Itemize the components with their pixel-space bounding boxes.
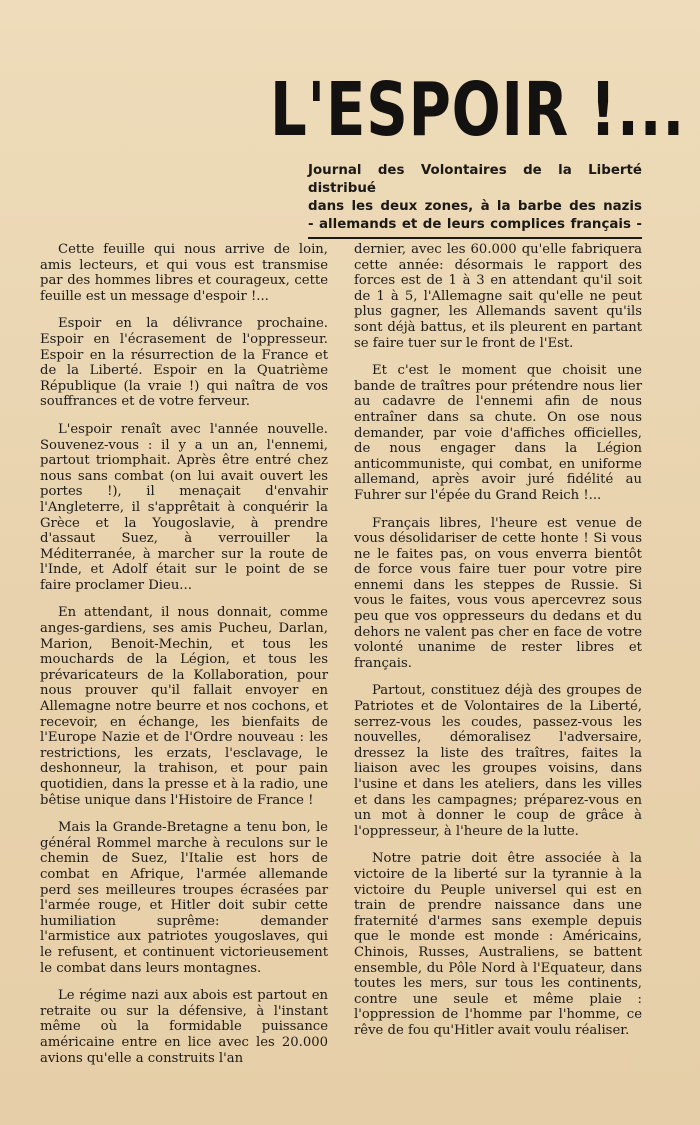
subtitle-line: - allemands et de leurs complices français - — [308, 217, 642, 232]
newspaper-title: L'ESPOIR !... — [270, 67, 686, 153]
subtitle-underline — [308, 237, 642, 239]
paragraph: En attendant, il nous donnait, comme anges-gardiens, ses amis Pucheu, Darlan, Marion, Benoit-Mechin, et tous les mouchards de la Légion, et tous les prévaricateurs de la Kollaboration, pour nous prouver qu'il fallait envoyer en Allemagne notre beurre et nos cochons, et recevoir, en échange, les bienfaits de l'Europe Nazie et de l'Ordre nouveau : les restrictions, les erzats, l'esclavage, le deshonneur, la trahison, et pour pain quotidien, dans la presse et à la radio, une bêtise unique dans l'Histoire de France ! — [40, 605, 328, 808]
right-column — [354, 242, 642, 1078]
left-column — [40, 242, 328, 1078]
paragraph: Notre patrie doit être associée à la victoire de la liberté sur la tyrannie à la victoire du Peuple universel qui est en train de prendre naissance dans une fraternité d'armes sans exemple depuis que le monde est monde : Américains, Chinois, Russes, Australiens, se battent ensemble, du Pôle Nord à l'Equateur, dans toutes les mers, sur tous les continents, contre une seule et même plaie : l'oppression de l'homme par l'homme, ce rêve de fou qu'Hitler avait voulu réaliser. — [354, 851, 642, 1038]
subtitle-line: Journal des Volontaires de la Liberté distribué — [308, 163, 642, 196]
paragraph: Espoir en la délivrance prochaine. Espoir en l'écrasement de l'oppresseur. Espoir en la résurrection de la France et de la Liberté. Espoir en la Quatrième République (la vraie !) qui naîtra de vos souffrances et de votre ferveur. — [40, 316, 328, 410]
newspaper-subtitle — [308, 162, 642, 234]
paragraph: L'espoir renaît avec l'année nouvelle. Souvenez-vous : il y a un an, l'ennemi, partout triomphait. Après être entré chez nous sans combat (on lui avait ouvert les portes !), il menaçait d'envahir l'Angleterre, il s'apprêtait à conquérir la Grèce et la Yougoslavie, à prendre d'assaut Suez, à verrouiller la Méditerranée, à marcher sur la route de l'Inde, et Adolf était sur le point de se faire proclamer Dieu... — [40, 421, 328, 593]
paragraph: Le régime nazi aux abois est partout en retraite ou sur la défensive, à l'instant même où la formidable puissance américaine entre en lice avec les 20.000 avions qu'elle a construits l'an — [40, 988, 328, 1066]
paragraph: Partout, constituez déjà des groupes de Patriotes et de Volontaires de la Liberté, serrez-vous les coudes, passez-vous les nouvelles, démoralisez l'adversaire, dressez la liste des traîtres, faites la liaison avec les groupes voisins, dans l'usine et dans les ateliers, dans les villes et dans les campagnes; préparez-vous en un mot à donner le coup de grâce à l'oppresseur, à l'heure de la lutte. — [354, 683, 642, 839]
paragraph: Cette feuille qui nous arrive de loin, amis lecteurs, et qui vous est transmise par des hommes libres et courageux, cette feuille est un message d'espoir !... — [40, 242, 328, 304]
paragraph: Français libres, l'heure est venue de vous désolidariser de cette honte ! Si vous ne le faites pas, on vous enverra bientôt de force vous faire tuer pour votre pire ennemi dans les steppes de Russie. Si vous le faites, vous vous apercevrez sous peu que vos oppresseurs du dedans et du dehors ne valent pas cher en face de votre volonté unanime de rester libres et français. — [354, 515, 642, 671]
subtitle-line: dans les deux zones, à la barbe des nazis — [308, 199, 642, 214]
paragraph: Mais la Grande-Bretagne a tenu bon, le général Rommel marche à reculons sur le chemin de Suez, l'Italie est hors de combat en Afrique, l'armée allemande perd ses meilleures troupes écrasées par l'armée rouge, et Hitler doit subir cette humiliation suprême: demander l'armistice aux patriotes yougoslaves, qui le refusent, et continuent victorieusement le combat dans leurs montagnes. — [40, 820, 328, 976]
paragraph: Et c'est le moment que choisit une bande de traîtres pour prétendre nous lier au cadavre de l'ennemi afin de nous entraîner dans sa chute. On ose nous demander, par voie d'affiches officielles, de nous engager dans la Légion anticommuniste, qui combat, en uniforme allemand, après avoir juré fidélité au Fuhrer sur l'épée du Grand Reich !... — [354, 363, 642, 503]
masthead — [270, 62, 686, 239]
article-body — [40, 242, 642, 1078]
paragraph: dernier, avec les 60.000 qu'elle fabriquera cette année: désormais le rapport des forces est de 1 à 3 en attendant qu'il soit de 1 à 5, l'Allemagne sait qu'elle ne peut plus gagner, les Allemands savent qu'ils sont déjà battus, et ils pleurent en partant se faire tuer sur le front de l'Est. — [354, 242, 642, 351]
